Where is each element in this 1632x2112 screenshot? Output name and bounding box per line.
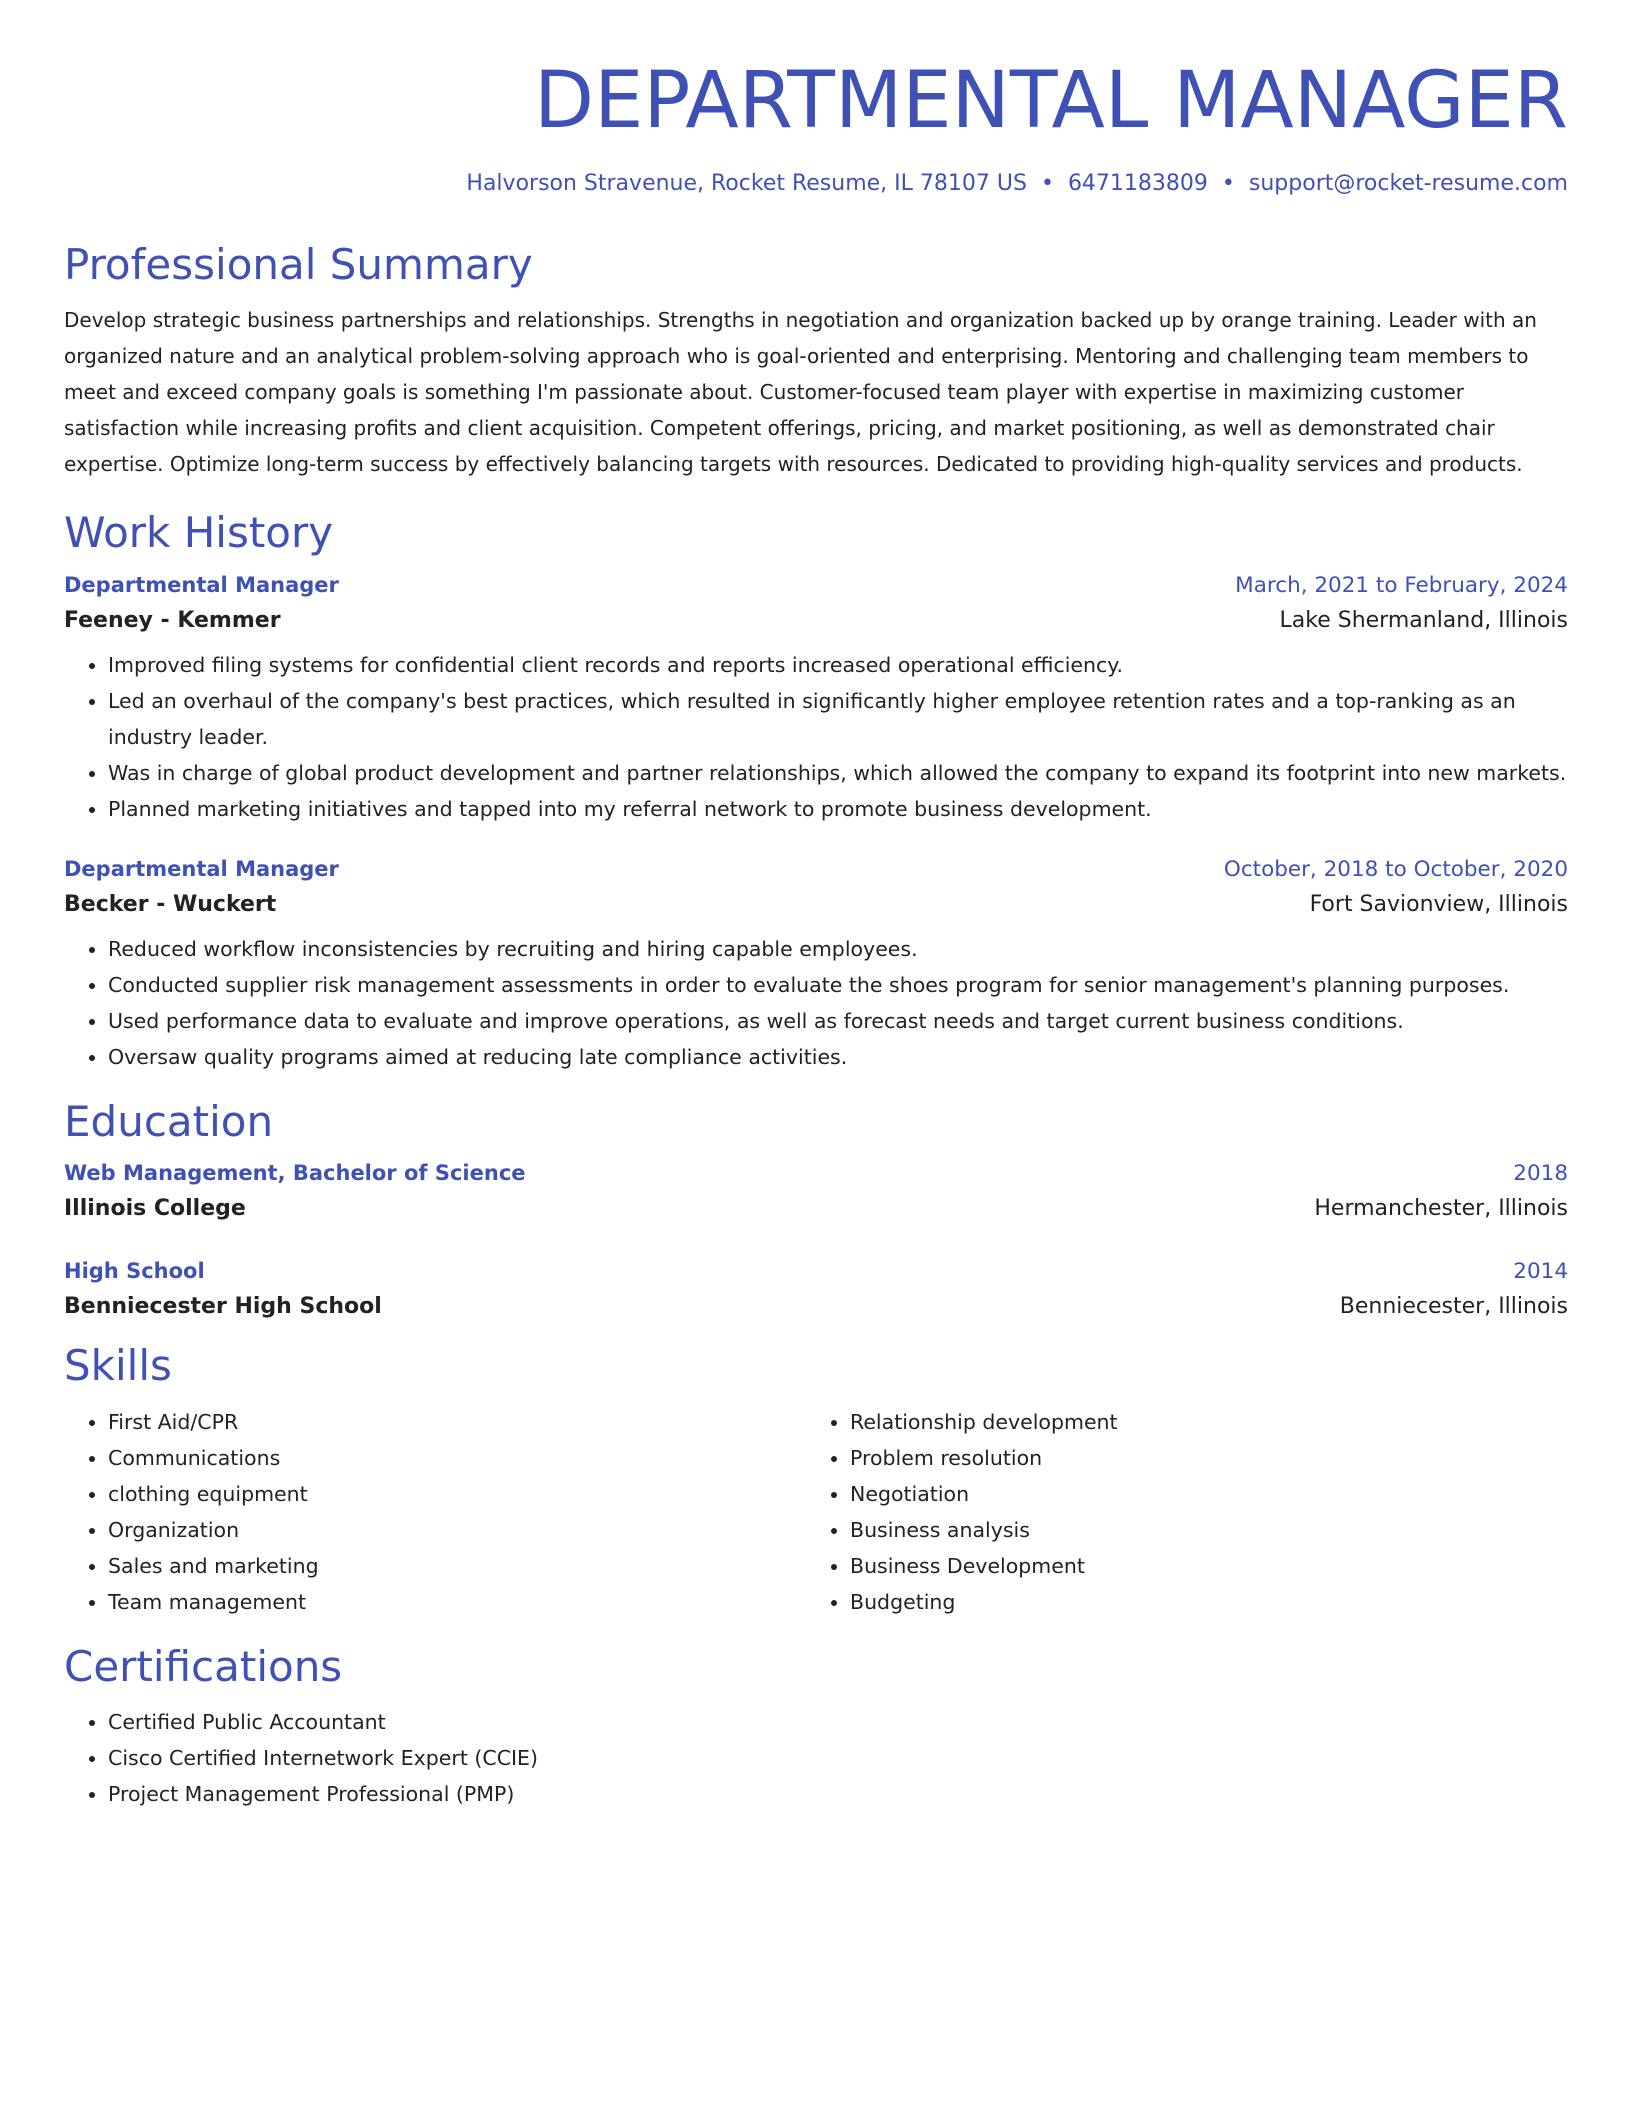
list-item: • Improved filing systems for confidential client records and reports increased operational efficiency. [108,647,1568,683]
skills-columns [64,1404,1568,1620]
list-item: • clothing equipment [108,1476,806,1512]
contact-address: Halvorson Stravenue, Rocket Resume, IL 78107 US [466,171,1027,196]
job-entry [64,857,1568,1075]
list-item: • Sales and marketing [108,1548,806,1584]
certifications-heading: Certifications [64,1641,343,1691]
contact-email: support@rocket-resume.com [1248,171,1568,196]
skills-column-right [806,1404,1548,1620]
job-location: Fort Savionview, Illinois [1309,891,1568,917]
job-dates: October, 2018 to October, 2020 [1223,856,1568,882]
list-item: • First Aid/CPR [108,1404,806,1440]
education-school-row [64,1294,1568,1319]
list-item: • Led an overhaul of the company's best practices, which resulted in significantly higher employee retention rates and a top-ranking as an industry leader. [108,683,1568,755]
education-school-row [64,1196,1568,1221]
education-degree: Web Management, Bachelor of Science [64,1161,526,1186]
education-degree: High School [64,1259,205,1284]
job-bullets [64,931,1568,1075]
summary-text: Develop strategic business partnerships and relationships. Strengths in negotiation and organization backed up by orange training. Leader with an organized nature and an analytical problem-solving approach who is goal-oriented and enterprising. Mentoring and challenging team members to meet and exceed company goals is something I'm passionate about. Customer-focused team player with expertise in maximizing customer satisfaction while increasing profits and client acquisition. Competent offerings, pricing, and market positioning, as well as demonstrated chair expertise. Optimize long-term success by effectively balancing targets with resources. Dedicated to providing high-quality services and products. [64,308,1537,477]
list-item: • Budgeting [850,1584,1548,1620]
bullet-separator: • [1040,171,1054,196]
education-year: 2014 [1513,1259,1568,1285]
education-school: Benniecester High School [64,1294,382,1320]
certifications-list [64,1704,1568,1812]
list-item: • Communications [108,1440,806,1476]
list-item: • Was in charge of global product development and partner relationships, which allowed the company to expand its footprint into new markets. [108,755,1568,791]
list-item: • Oversaw quality programs aimed at reducing late compliance activities. [108,1039,1568,1075]
education-header-row [64,1161,1568,1186]
education-year: 2018 [1513,1161,1568,1187]
job-role: Departmental Manager [64,856,339,881]
work-history-heading: Work History [64,508,334,558]
list-item: • Reduced workflow inconsistencies by recruiting and hiring capable employees. [108,931,1568,967]
education-header-row [64,1259,1568,1284]
job-header-row [64,857,1568,882]
job-company: Becker - Wuckert [64,891,277,917]
job-dates: March, 2021 to February, 2024 [1235,572,1568,598]
job-location: Lake Shermanland, Illinois [1279,607,1568,633]
contact-line [64,171,1568,196]
job-bullets [64,647,1568,827]
list-item: • Organization [108,1512,806,1548]
bullet-separator: • [1221,171,1235,196]
list-item: • Relationship development [850,1404,1548,1440]
skills-list [806,1404,1548,1620]
education-heading: Education [64,1096,274,1146]
resume-title: DEPARTMENTAL MANAGER [534,56,1568,146]
job-company: Feeney - Kemmer [64,607,281,633]
summary-heading: Professional Summary [64,240,533,289]
list-item: • Used performance data to evaluate and improve operations, as well as forecast needs and target current business conditions. [108,1003,1568,1039]
education-entry [64,1259,1568,1319]
job-role: Departmental Manager [64,572,339,597]
education-location: Hermanchester, Illinois [1314,1196,1568,1222]
education-location: Benniecester, Illinois [1339,1294,1568,1320]
resume-page [64,0,1568,1812]
list-item: • Problem resolution [850,1440,1548,1476]
job-company-row [64,608,1568,633]
list-item: • Negotiation [850,1476,1548,1512]
contact-phone: 6471183809 [1067,171,1208,196]
skills-column-left [64,1404,806,1620]
education-school: Illinois College [64,1196,246,1222]
job-company-row [64,892,1568,917]
list-item: • Conducted supplier risk management assessments in order to evaluate the shoes program for senior management's planning purposes. [108,967,1568,1003]
education-entry [64,1161,1568,1221]
list-item: • Business Development [850,1548,1548,1584]
list-item: • Certified Public Accountant [108,1704,1568,1740]
list-item: • Team management [108,1584,806,1620]
job-header-row [64,573,1568,598]
skills-list [64,1404,806,1620]
list-item: • Business analysis [850,1512,1548,1548]
job-entry [64,573,1568,827]
list-item: • Project Management Professional (PMP) [108,1776,1568,1812]
list-item: • Planned marketing initiatives and tapped into my referral network to promote business development. [108,791,1568,827]
skills-heading: Skills [64,1341,172,1391]
list-item: • Cisco Certified Internetwork Expert (CCIE) [108,1740,1568,1776]
